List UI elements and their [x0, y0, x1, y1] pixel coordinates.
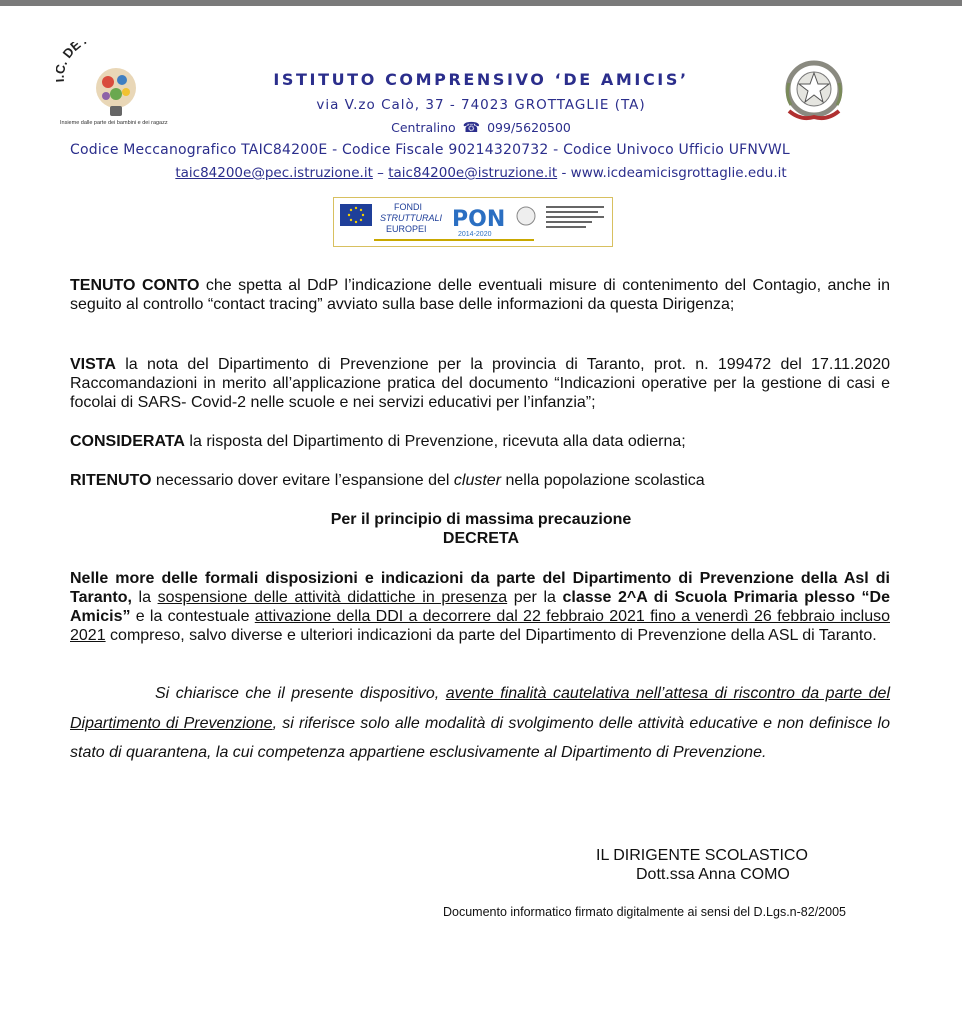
p5-underline-b: attivazione della DDI a decorrere dal 22 febbraio 2021 fino a venerdì 26 febbraio incluso 2021 [70, 608, 890, 644]
logo-tagline: Insieme dalle parte dei bambini e dei ragazzi [60, 120, 168, 126]
p3-bold: CONSIDERATA [70, 433, 185, 450]
banner-fondi: FONDI [394, 202, 422, 212]
pon-funds-banner [333, 197, 613, 247]
p6-underline: avente finalità cautelativa nell’attesa di riscontro da parte del Dipartimento di Prevenzione [70, 685, 891, 732]
paragraph-tenuto-conto [70, 276, 890, 314]
p4-italic: cluster [453, 472, 502, 489]
principle-heading: Per il principio di massima precauzione [330, 511, 632, 528]
pec-email-link[interactable]: taic84200e@pec.istruzione.it [175, 165, 373, 181]
p1-bold: TENUTO CONTO [70, 277, 200, 294]
p5-text-b: per la [507, 589, 563, 606]
p5-underline-a: sospensione delle attività didattiche in presenza [157, 589, 508, 606]
p4-text-b: nella popolazione scolastica [501, 472, 705, 489]
website-url[interactable]: www.icdeamicisgrottaglie.edu.it [570, 165, 787, 181]
banner-strutturali: STRUTTURALI [380, 213, 443, 223]
banner-years: 2014-2020 [458, 231, 492, 238]
p6-text-b: , si riferisce solo alle modalità di svolgimento delle attività educative e non definisce lo stato di quarantena, la cui competenza appartiene esclusivamente al Dipartimento di Prevenzione. [70, 714, 890, 761]
school-phone [0, 120, 962, 136]
p2-bold: VISTA [70, 356, 116, 373]
p5-bold-a: Nelle more delle formali disposizioni e indicazioni da parte del Dipartimento di Prevenzione della Asl di Taranto, [70, 570, 890, 606]
school-name: ISTITUTO COMPRENSIVO ‘DE AMICIS’ [273, 70, 689, 89]
school-codes: Codice Meccanografico TAIC84200E - Codice Fiscale 90214320732 - Codice Univoco Ufficio UFNVWL [70, 142, 790, 158]
link-separator: – [372, 165, 389, 181]
paragraph-decree [70, 569, 890, 645]
signature-role: IL DIRIGENTE SCOLASTICO [596, 847, 808, 864]
p4-bold: RITENUTO [70, 472, 152, 489]
p6-text-a: Si chiarisce che il presente dispositivo, [155, 685, 446, 702]
paragraph-vista [70, 355, 890, 412]
top-border [0, 0, 962, 6]
school-address: via V.zo Calò, 37 - 74023 GROTTAGLIE (TA) [316, 97, 646, 113]
p4-text-a: necessario dover evitare l’espansione del [151, 472, 454, 489]
p3-text: la risposta del Dipartimento di Prevenzione, ricevuta alla data odierna; [184, 433, 686, 450]
contact-links [0, 165, 962, 181]
telephone-icon: ☎ [462, 120, 481, 136]
signature-name: Dott.ssa Anna COMO [636, 866, 790, 883]
p5-bold-b: classe 2^A di Scuola Primaria plesso “De Amicis” [70, 589, 891, 625]
banner-europei: EUROPEI [386, 224, 427, 234]
paragraph-clarification [70, 679, 890, 768]
email-link[interactable]: taic84200e@istruzione.it [388, 165, 558, 181]
banner-pon: PON [452, 207, 506, 232]
phone-number: 099/5620500 [487, 120, 571, 135]
phone-label: Centralino [391, 120, 456, 135]
paragraph-ritenuto [70, 471, 890, 490]
p2-text: la nota del Dipartimento di Prevenzione per la provincia di Taranto, prot. n. 199472 del 17.11.2020 Raccomandazioni in merito all’applicazione pratica del documento “Indicazioni operative per la gestione di casi e focolai di SARS- Covid-2 nelle scuole e nei servizi educativi per l’infanzia”; [70, 356, 890, 411]
logo-arc-text: . DE [56, 42, 84, 67]
paragraph-considerata [70, 432, 890, 451]
p5-text-a: la [131, 589, 158, 606]
digital-signature-note: Documento informatico firmato digitalmente ai sensi del D.Lgs.n-82/2005 [443, 905, 846, 919]
link-separator: - [557, 165, 571, 181]
p5-text-c: e la contestuale [130, 608, 255, 625]
p5-text-d: compreso, salvo diverse e ulteriori indicazioni da parte del Dipartimento di Prevenzione della ASL di Taranto. [105, 627, 877, 644]
decreta-heading: DECRETA [442, 530, 520, 547]
p1-text: che spetta al DdP l’indicazione delle eventuali misure di contenimento del Contagio, anche in seguito al controllo “contact tracing” avviato sulla base delle informazioni da questa Dirigenza; [70, 277, 890, 313]
